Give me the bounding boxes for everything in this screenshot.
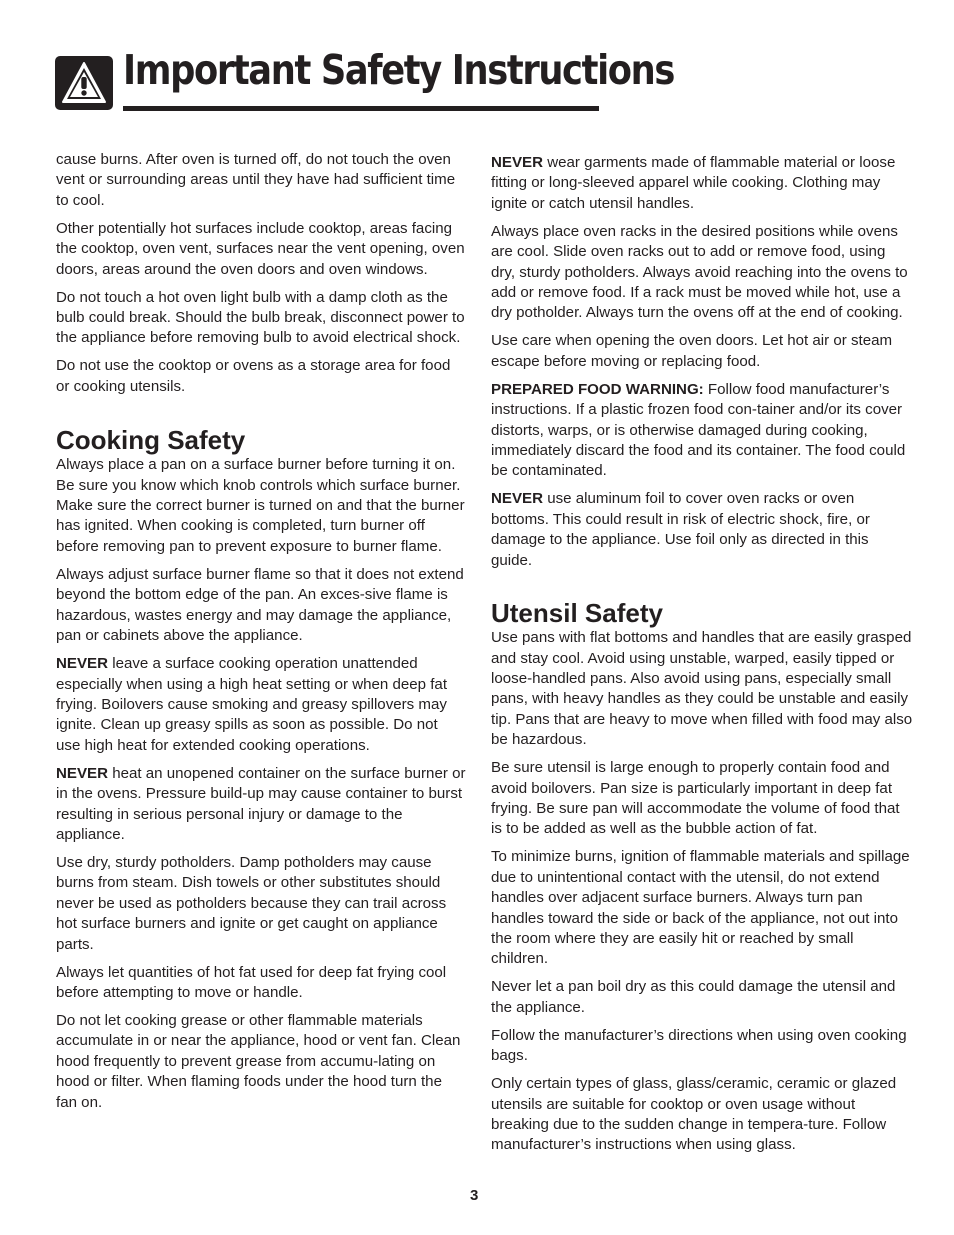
never-label: NEVER [491, 154, 544, 171]
never-label: NEVER [491, 490, 544, 508]
paragraph-text: wear garments made of flammable material or loose fitting or long-sleeved apparel while cooking. Clothing may ignite or catch utensil handles. [491, 154, 896, 212]
warning-triangle-icon [55, 56, 113, 110]
cooking-safety-heading: Cooking Safety [56, 425, 246, 456]
utensil-safety-paragraph: Follow the manufacturer’s directions when using oven cooking bags. [491, 1026, 907, 1065]
title-underline [123, 106, 599, 111]
left-column [56, 150, 466, 1121]
paragraph-text: use aluminum foil to cover oven racks or oven bottoms. This could result in risk of electric shock, fire, or damage to the appliance. Use foil only as directed in this guide. [491, 490, 870, 569]
cooking-safety-paragraph: Always place a pan on a surface burner before turning it on. Be sure you know which knob controls which surface burner. Make sure the correct burner is turned on and that the burner has ignited. When cooking is completed, turn burner off before removing pan to prevent exposure to burner flame. [56, 456, 465, 555]
safety-paragraph [491, 489, 913, 571]
intro-paragraph: Do not touch a hot oven light bulb with a damp cloth as the bulb could break. Should the bulb break, disconnect power to the appliance before removing bulb to avoid electrical shock. [56, 288, 465, 347]
utensil-safety-paragraph: Use pans with flat bottoms and handles that are easily grasped and stay cool. Avoid using unstable, warped, easily tipped or loose-handled pans. Also avoid using pans, especially small pans, with heavy handles as they could be unstable and easily tip. Pans that are heavy to move when filled with food may also be hazardous. [491, 629, 913, 749]
paragraph-text: Follow food manufacturer’s instructions. If a plastic frozen food con-tainer and/or its cover distorts, warps, or is otherwise damaged during cooking, immediately discard the food and its container. The food could be contaminated. [491, 380, 906, 480]
utensil-safety-paragraph: To minimize burns, ignition of flammable materials and spillage due to unintentional contact with the utensil, do not extend handles over adjacent surface burners. Always turn pan handles toward the side or back of the appliance, not out into the room where they are easily hit or reached by small children. [491, 848, 910, 968]
utensil-safety-paragraph: Only certain types of glass, glass/ceramic, ceramic or glazed utensils are suitable for cooktop or oven usage without breaking due to the sudden change in tempera-ture. Follow manufacturer’s instructions when using glass. [491, 1075, 897, 1154]
paragraph-text: heat an unopened container on the surface burner or in the ovens. Pressure build-up may cause container to burst resulting in serious personal injury or damage to the appliance. [56, 764, 466, 843]
cooking-safety-paragraph: Do not let cooking grease or other flammable materials accumulate in or near the appliance, hood or vent fan. Clean hood frequently to prevent grease from accumu-lating on hood or filter. When flaming foods under the hood turn the fan on. [56, 1011, 461, 1111]
cooking-safety-paragraph: Use dry, sturdy potholders. Damp potholders may cause burns from steam. Dish towels or other substitutes should never be used as potholders because they can trail across hot surface burners and ignite or get caught on appliance parts. [56, 853, 447, 953]
safety-paragraph [491, 153, 913, 214]
cooking-safety-paragraph: Always let quantities of hot fat used for deep fat frying cool before attempting to move or handle. [56, 963, 447, 1001]
page-header [55, 46, 674, 114]
utensil-safety-paragraph: Never let a pan boil dry as this could damage the utensil and the appliance. [491, 978, 896, 1016]
utensil-safety-heading: Utensil Safety [491, 598, 663, 629]
cooking-safety-paragraph: Always adjust surface burner flame so that it does not extend beyond the bottom edge of the pan. An exces-sive flame is hazardous, wastes energy and may damage the appliance, pan or cabinets above the appliance. [56, 565, 464, 645]
cooking-safety-paragraph [56, 764, 466, 846]
page-title: Important Safety Instructions [123, 46, 674, 94]
cooking-safety-paragraph [56, 654, 466, 756]
safety-paragraph: Use care when opening the oven doors. Let hot air or steam escape before moving or replacing food. [491, 332, 893, 370]
utensil-safety-paragraph: Be sure utensil is large enough to properly contain food and avoid boilovers. Pan size is particularly important in deep fat frying. Be sure pan will accommodate the volume of food that is to be added as well as the bubble action of fat. [491, 759, 900, 838]
page-number: 3 [470, 1187, 479, 1204]
intro-paragraph: cause burns. After oven is turned off, do not touch the oven vent or surrounding areas until they have had sufficient time to cool. [56, 151, 456, 209]
never-label: NEVER [56, 655, 109, 673]
intro-paragraph: Do not use the cooktop or ovens as a storage area for food or cooking utensils. [56, 357, 451, 395]
prepared-food-warning-label: PREPARED FOOD WARNING: [491, 380, 704, 398]
intro-paragraph: Other potentially hot surfaces include cooktop, areas facing the cooktop, oven vent, surfaces near the vent opening, oven doors, areas around the oven doors and oven windows. [56, 219, 465, 278]
paragraph-text: leave a surface cooking operation unattended especially when using a high heat setting or when deep fat frying. Boilovers cause smoking and greasy spillovers may ignite. Clean up greasy spills as soon as possible. Do not use high heat for extended cooking operations. [56, 655, 448, 754]
safety-paragraph: Always place oven racks in the desired positions while ovens are cool. Slide oven racks out to add or remove food, using dry, sturdy potholders. Always avoid reaching into the ovens to add or remove food. If a rack must be moved while hot, use a dry potholder. Always turn the ovens off at the end of cooking. [491, 222, 908, 322]
safety-paragraph [491, 380, 913, 482]
never-label: NEVER [56, 764, 109, 782]
right-column [491, 153, 913, 1163]
